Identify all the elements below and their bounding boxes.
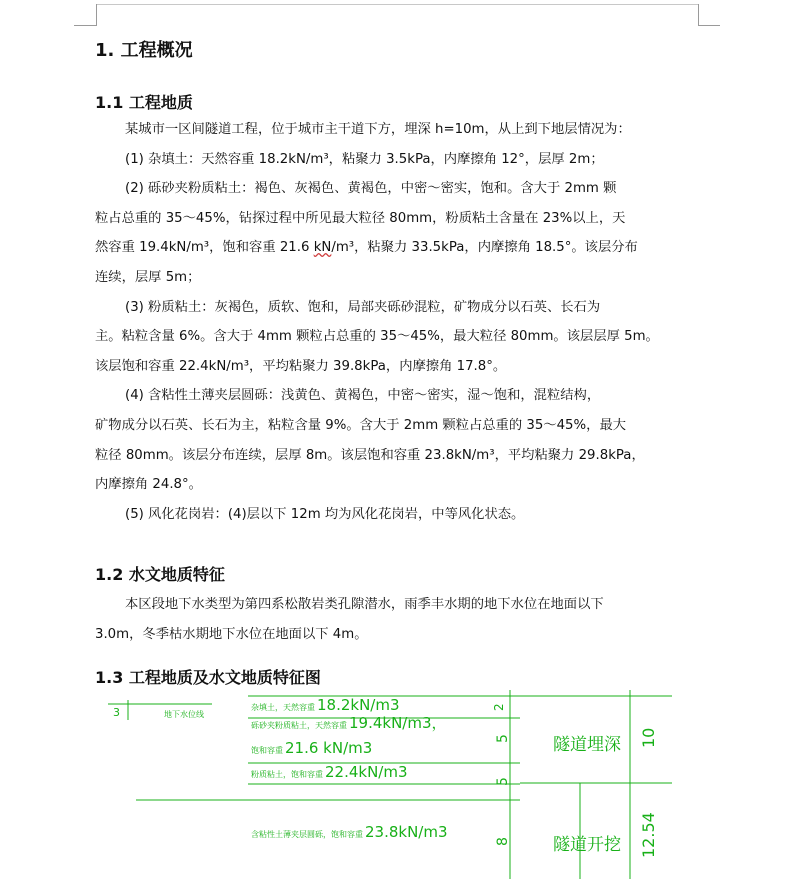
text-line: 连续，层厚 5m； xyxy=(95,269,201,285)
margin-corner-mark xyxy=(74,25,96,26)
layer2-sat-label: 饱和容重 21.6 kN/m3 xyxy=(251,739,373,757)
margin-corner-mark xyxy=(96,4,97,26)
geology-paragraph xyxy=(95,115,699,529)
text-line: (1) 杂填土：天然容重 18.2kN/m³，粘聚力 3.5kPa，内摩擦角 12°，层厚 2m； xyxy=(125,151,604,167)
dim-layer1: 2 xyxy=(492,703,506,711)
tunnel-depth-label: 隧道埋深 xyxy=(553,735,621,755)
section-heading-1: 1. 工程概况 xyxy=(95,40,193,61)
subsection-heading-geology: 1.1 工程地质 xyxy=(95,93,193,112)
text-line: 粒径 80mm。该层分布连续，层厚 8m。该层饱和容重 23.8kN/m³，平均粘聚力 29.8kPa， xyxy=(95,447,645,463)
layer1-label: 杂填土，天然容重 18.2kN/m3 xyxy=(251,696,400,714)
subsection-heading-figure: 1.3 工程地质及水文地质特征图 xyxy=(95,668,321,687)
spellcheck-mark: kN xyxy=(313,240,332,256)
geology-section-diagram xyxy=(0,680,795,879)
margin-corner-mark xyxy=(698,25,720,26)
text-line: (2) 砾砂夹粉质粘土：褐色、灰褐色、黄褐色，中密～密实，饱和。含大于 2mm 颗 xyxy=(125,181,617,197)
text-line: (3) 粉质粘土：灰褐色，质软、饱和，局部夹砾砂混粒，矿物成分以石英、长石为 xyxy=(125,299,601,315)
layer3-label: 粉质粘土，饱和容重 22.4kN/m3 xyxy=(251,763,408,781)
tunnel-excavation-label: 隧道开挖 xyxy=(553,835,621,855)
dim-excavation: 12.54 xyxy=(639,812,658,858)
layer4-label: 含粘性土薄夹层圆砾，饱和容重 23.8kN/m3 xyxy=(251,823,448,841)
margin-corner-mark xyxy=(698,4,699,26)
dim-layer4: 8 xyxy=(495,837,511,846)
text-line: 矿物成分以石英、长石为主，粘粒含量 9%。含大于 2mm 颗粒占总重的 35～45%，最大 xyxy=(95,417,627,433)
text-line: 3.0m，冬季枯水期地下水位在地面以下 4m。 xyxy=(95,626,368,642)
text-line: 本区段地下水类型为第四系松散岩类孔隙潜水，雨季丰水期的地下水位在地面以下 xyxy=(125,597,604,612)
water-table-label: 地下水位线 xyxy=(164,710,204,719)
water-depth-label: 3 xyxy=(113,706,120,719)
text-line: 该层饱和容重 22.4kN/m³，平均粘聚力 39.8kPa，内摩擦角 17.8°。 xyxy=(95,358,507,374)
subsection-heading-hydrology: 1.2 水文地质特征 xyxy=(95,565,225,584)
text-line: (4) 含粘性土薄夹层圆砾：浅黄色、黄褐色，中密～密实，湿～饱和，混粒结构， xyxy=(125,388,601,404)
text-line: 某城市一区间隧道工程，位于城市主干道下方，埋深 h=10m，从上到下地层情况为： xyxy=(125,122,631,137)
text-line: (5) 风化花岗岩：(4)层以下 12m 均为风化花岗岩，中等风化状态。 xyxy=(125,506,525,522)
dim-layer2: 5 xyxy=(495,734,511,743)
hydrology-paragraph xyxy=(95,590,699,649)
text-line: 然容重 19.4kN/m³，饱和容重 21.6 kN/m³，粘聚力 33.5kPa，内摩擦角 18.5°。该层分布 xyxy=(95,240,638,256)
dim-layer3: 5 xyxy=(495,777,511,786)
layer2-label: 砾砂夹粉质粘土，天然容重 19.4kN/m3， xyxy=(251,714,447,732)
dim-depth-10: 10 xyxy=(639,727,658,748)
text-line: 内摩擦角 24.8°。 xyxy=(95,477,202,493)
page-top-border xyxy=(96,4,698,5)
text-line: 粒占总重的 35～45%，钻探过程中所见最大粒径 80mm，粉质粘土含量在 23%以上，天 xyxy=(95,210,626,226)
text-line: 主。粘粒含量 6%。含大于 4mm 颗粒占总重的 35～45%，最大粒径 80mm。该层层厚 5m。 xyxy=(95,329,659,345)
